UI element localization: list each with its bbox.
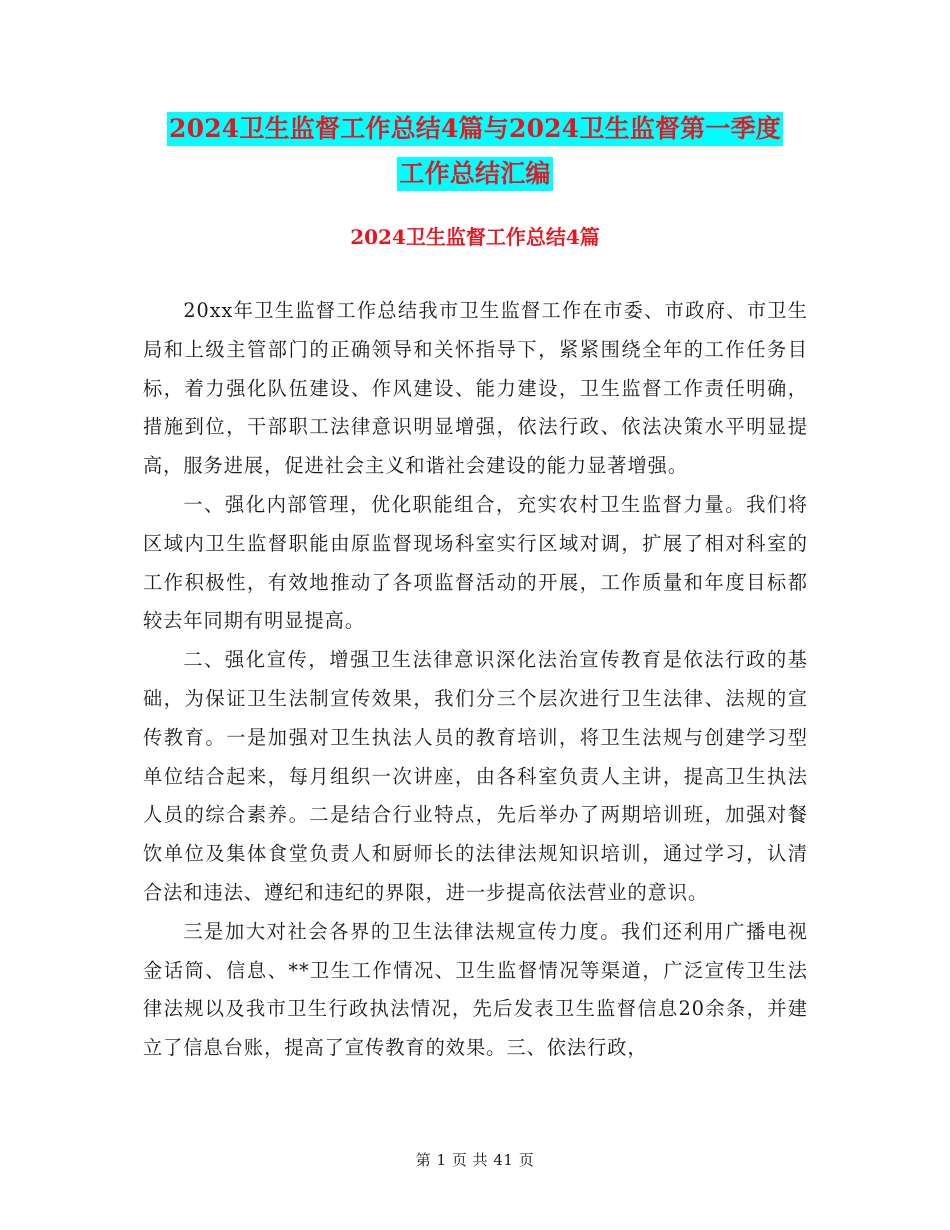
document-body: [143, 292, 808, 1068]
paragraph-section-2: 二、强化宣传，增强卫生法律意识深化法治宣传教育是依法行政的基础，为保证卫生法制宣传效果，我们分三个层次进行卫生法律、法规的宣传教育。一是加强对卫生执法人员的教育培训，将卫生法规与创建学习型单位结合起来，每月组织一次讲座，由各科室负责人主讲，提高卫生执法人员的综合素养。二是结合行业特点，先后举办了两期培训班，加强对餐饮单位及集体食堂负责人和厨师长的法律法规知识培训，通过学习，认清合法和违法、遵纪和违纪的界限，进一步提高依法营业的意识。: [143, 648, 808, 904]
paragraph-intro: 20xx年卫生监督工作总结我市卫生监督工作在市委、市政府、市卫生局和上级主管部门的正确领导和关怀指导下，紧紧围绕全年的工作任务目标，着力强化队伍建设、作风建设、能力建设，卫生监督工作责任明确，措施到位，干部职工法律意识明显增强，依法行政、依法决策水平明显提高，服务进展，促进社会主义和谐社会建设的能力显著增强。: [143, 299, 808, 478]
paragraph-section-1: 一、强化内部管理，优化职能组合，充实农村卫生监督力量。我们将区域内卫生监督职能由原监督现场科室实行区域对调，扩展了相对科室的工作积极性，有效地推动了各项监督活动的开展，工作质量和年度目标都较去年同期有明显提高。: [143, 492, 808, 633]
title-line-1: 2024卫生监督工作总结4篇与2024卫生监督第一季度: [167, 112, 783, 146]
section-heading: 2024卫生监督工作总结4篇: [350, 225, 600, 249]
title-line-2: 工作总结汇编: [397, 157, 552, 191]
document-title: [0, 112, 950, 191]
page-number: 第 1 页 共 41 页: [415, 1151, 535, 1169]
paragraph-section-3: 三是加大对社会各界的卫生法律法规宣传力度。我们还利用广播电视金话筒、信息、**卫生工作情况、卫生监督情况等渠道，广泛宣传卫生法律法规以及我市卫生行政执法情况，先后发表卫生监督信息20余条，并建立了信息台账，提高了宣传教育的效果。三、依法行政，: [143, 919, 808, 1060]
